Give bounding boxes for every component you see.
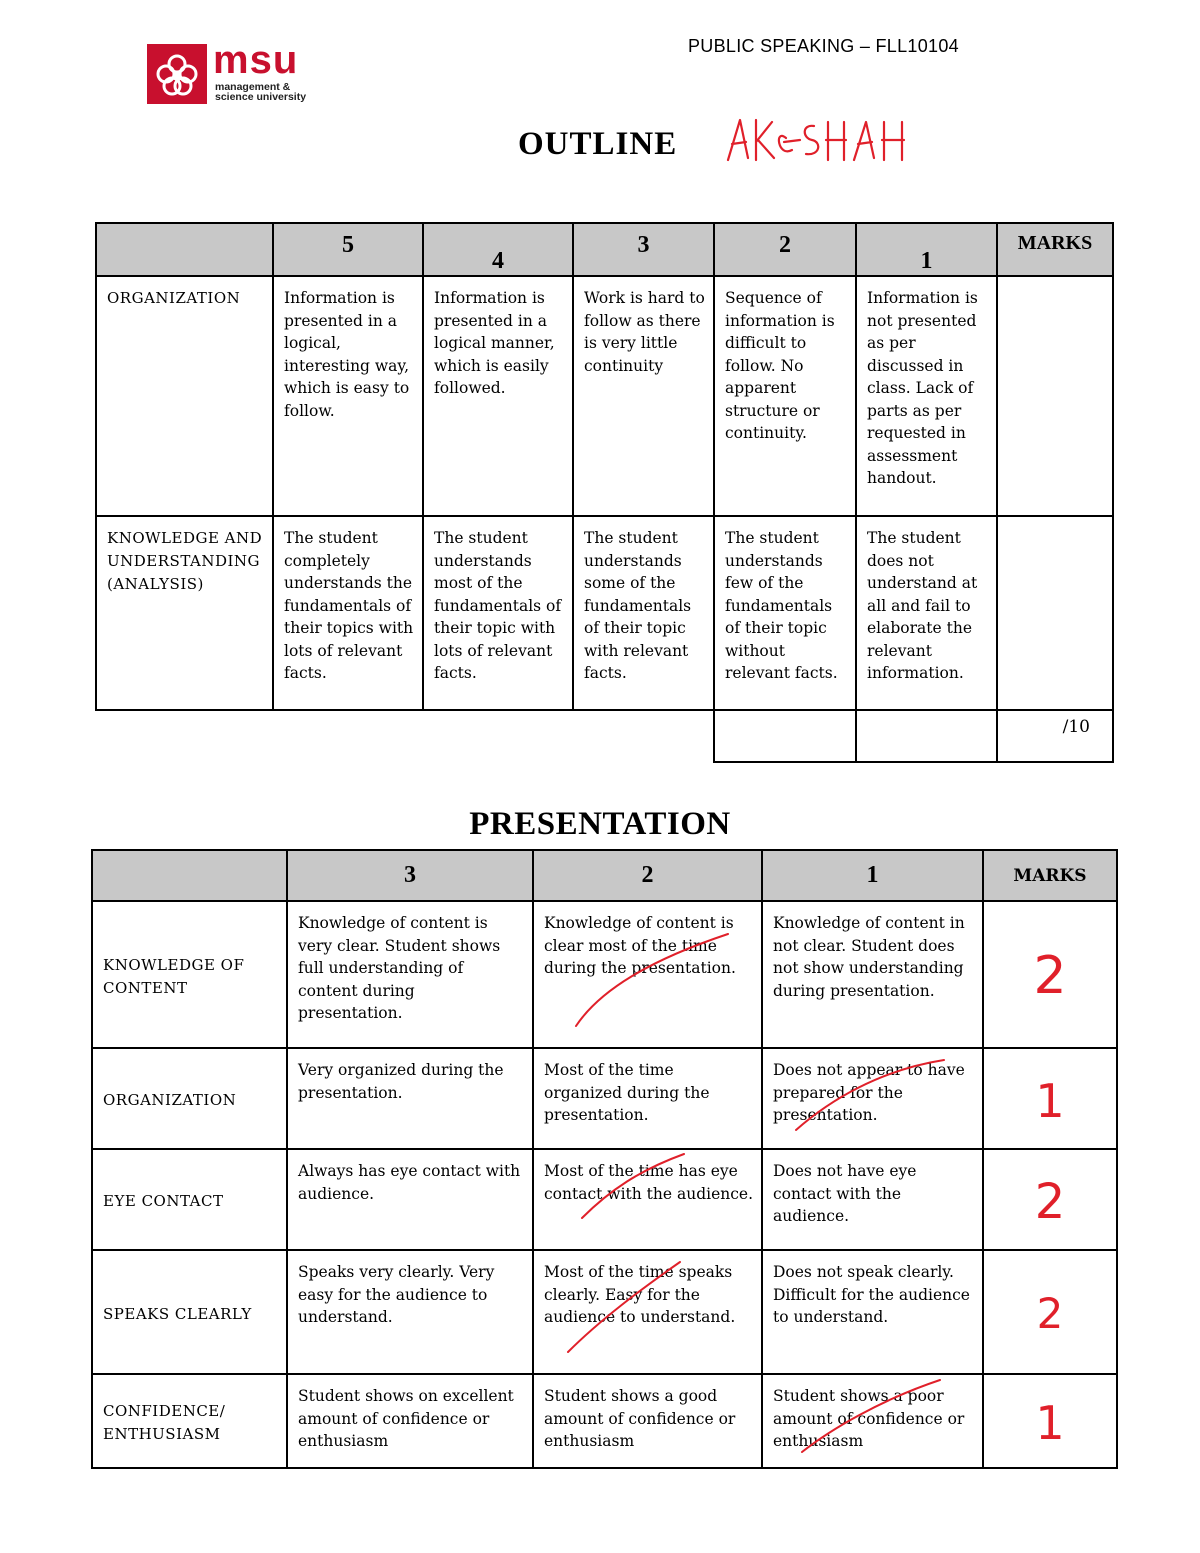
row-label: ORGANIZATION (96, 276, 273, 516)
total-blank-cell (714, 710, 856, 762)
criterion-cell: The student understands most of the fundamentals of their topic with lots of relevant facts. (423, 516, 573, 710)
criterion-cell: Knowledge of content is clear most of the time during the presentation. (533, 901, 762, 1048)
criterion-cell: The student understands some of the fundamentals of their topic with relevant facts. (573, 516, 714, 710)
criterion-cell: The student understands few of the fundamentals of their topic without relevant facts. (714, 516, 856, 710)
row-label: KNOWLEDGE AND UNDERSTANDING (ANALYSIS) (96, 516, 273, 710)
handwritten-mark-1 (1020, 1391, 1080, 1451)
criterion-cell: The student completely understands the fundamentals of their topics with lots of relevant facts. (273, 516, 423, 710)
outline-col-2: 2 (714, 223, 856, 276)
handwritten-mark-1 (1020, 1069, 1080, 1129)
marks-cell (997, 516, 1113, 710)
handwritten-mark-cell (983, 1149, 1117, 1250)
outline-row-organization (96, 276, 1113, 516)
msu-logo (147, 38, 337, 106)
criterion-cell: Most of the time speaks clearly. Easy for the audience to understand. (533, 1250, 762, 1374)
logo-subtitle-line1: management & (215, 81, 291, 93)
criterion-cell: Knowledge of content in not clear. Student does not show understanding during presentation. (762, 901, 983, 1048)
outline-col-marks: MARKS (997, 223, 1113, 276)
criterion-cell: Information is presented in a logical manner, which is easily followed. (423, 276, 573, 516)
row-label: ORGANIZATION (92, 1048, 287, 1149)
row-label: SPEAKS CLEARLY (92, 1250, 287, 1374)
presentation-rubric-table (91, 849, 1118, 1469)
presentation-row-speaks-clearly (92, 1250, 1117, 1374)
handwritten-mark-2 (1020, 1282, 1080, 1342)
outline-total-row (96, 710, 1113, 762)
presentation-title: PRESENTATION (469, 806, 731, 842)
presentation-col-3: 3 (287, 850, 533, 901)
criterion-cell: Most of the time organized during the presentation. (533, 1048, 762, 1149)
criterion-cell: Does not have eye contact with the audience. (762, 1149, 983, 1250)
criterion-cell: Student shows a good amount of confidence or enthusiasm (533, 1374, 762, 1468)
presentation-row-knowledge (92, 901, 1117, 1048)
handwritten-mark-cell (983, 1374, 1117, 1468)
handwritten-mark-cell (983, 901, 1117, 1048)
handwritten-mark-cell (983, 1250, 1117, 1374)
presentation-col-1: 1 (762, 850, 983, 901)
presentation-header-row (92, 850, 1117, 901)
criterion-cell: Student shows a poor amount of confidence or enthusiasm (762, 1374, 983, 1468)
presentation-row-confidence (92, 1374, 1117, 1468)
criterion-cell: The student does not understand at all and fail to elaborate the relevant information. (856, 516, 997, 710)
outline-title: OUTLINE (518, 126, 678, 162)
criterion-cell: Work is hard to follow as there is very little continuity (573, 276, 714, 516)
criterion-cell: Student shows on excellent amount of confidence or enthusiasm (287, 1374, 533, 1468)
marks-cell (997, 276, 1113, 516)
outline-row-knowledge (96, 516, 1113, 710)
svg-text:2: 2 (1034, 1173, 1066, 1230)
logo-wordmark: msu (213, 38, 299, 82)
presentation-row-organization (92, 1048, 1117, 1149)
svg-text:1: 1 (1035, 1396, 1065, 1450)
presentation-col-2: 2 (533, 850, 762, 901)
outline-col-1: 1 (856, 223, 997, 276)
criterion-cell: Very organized during the presentation. (287, 1048, 533, 1149)
criterion-cell: Always has eye contact with audience. (287, 1149, 533, 1250)
outline-header-row (96, 223, 1113, 276)
outline-col-5: 5 (273, 223, 423, 276)
handwritten-name (722, 110, 922, 175)
svg-text:2: 2 (1036, 1289, 1064, 1338)
total-blank-cell (856, 710, 997, 762)
presentation-col-marks: MARKS (983, 850, 1117, 901)
svg-text:1: 1 (1035, 1073, 1065, 1128)
criterion-cell: Does not appear to have prepared for the presentation. (762, 1048, 983, 1149)
criterion-cell: Speaks very clearly. Very easy for the audience to understand. (287, 1250, 533, 1374)
criterion-cell: Information is presented in a logical, interesting way, which is easy to follow. (273, 276, 423, 516)
logo-subtitle-line2: science university (215, 91, 307, 103)
presentation-header-blank (92, 850, 287, 901)
svg-text:2: 2 (1033, 945, 1067, 1005)
flower-logo-icon (147, 44, 207, 104)
handwritten-mark-cell (983, 1048, 1117, 1149)
outline-col-4: 4 (423, 223, 573, 276)
outline-total: /10 (997, 710, 1113, 762)
outline-col-3: 3 (573, 223, 714, 276)
row-label: EYE CONTACT (92, 1149, 287, 1250)
criterion-cell: Information is not presented as per discussed in class. Lack of parts as per requested in assessment handout. (856, 276, 997, 516)
handwritten-mark-2 (1020, 945, 1080, 1005)
presentation-row-eye-contact (92, 1149, 1117, 1250)
course-title: PUBLIC SPEAKING – FLL10104 (688, 36, 959, 56)
criterion-cell: Sequence of information is difficult to follow. No apparent structure or continuity. (714, 276, 856, 516)
row-label: KNOWLEDGE OF CONTENT (92, 901, 287, 1048)
criterion-cell: Knowledge of content is very clear. Student shows full understanding of content during presentation. (287, 901, 533, 1048)
row-label: CONFIDENCE/ ENTHUSIASM (92, 1374, 287, 1468)
criterion-cell: Does not speak clearly. Difficult for the audience to understand. (762, 1250, 983, 1374)
handwritten-mark-2 (1020, 1170, 1080, 1230)
outline-rubric-table (95, 222, 1114, 763)
outline-header-blank (96, 223, 273, 276)
criterion-cell: Most of the time has eye contact with the audience. (533, 1149, 762, 1250)
